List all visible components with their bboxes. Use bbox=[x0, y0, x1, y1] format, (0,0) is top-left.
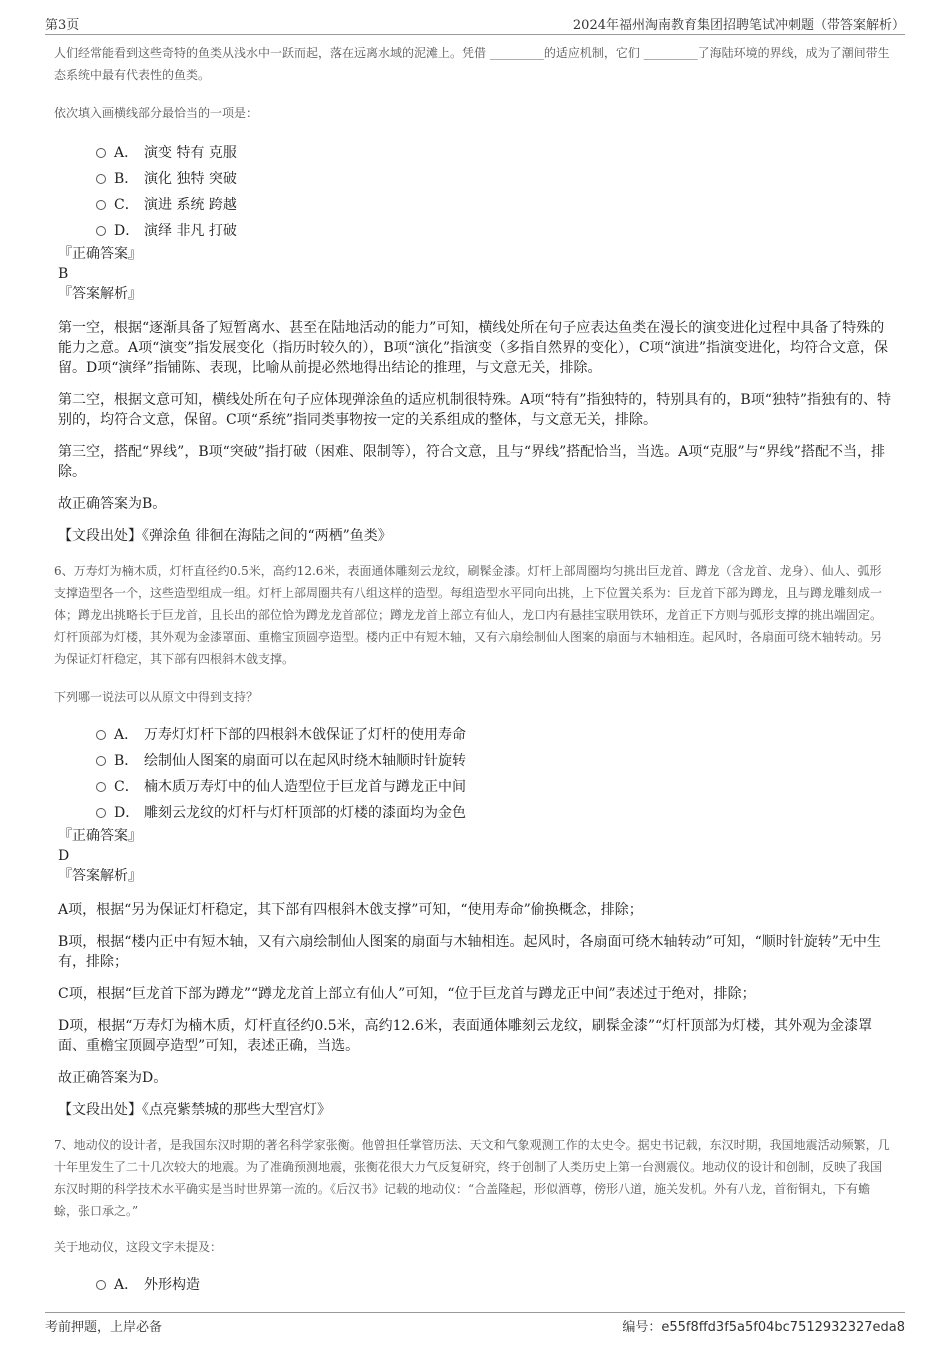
page-footer bbox=[45, 1312, 905, 1335]
question-6 bbox=[54, 560, 892, 1120]
radio-icon[interactable] bbox=[96, 148, 106, 158]
question-passage: 7、地动仪的设计者，是我国东汉时期的著名科学家张衡。他曾担任掌管历法、天文和气象观测工作的太史令。据史书记载，东汉时期，我国地震活动频繁，几十年里发生了二十几次较大的地震。为了准确预测地震，张衡花很大力气反复研究，终于创制了人类历史上第一台测震仪。地动仪的设计和创制，反映了我国东汉时期的科学技术水平确实是当时世界第一流的。《后汉书》记载的地动仪：“合盖隆起，形似酒尊，傍形八道，施关发机。外有八龙，首衔铜丸，下有蟾蜍，张口承之。” bbox=[54, 1138, 890, 1218]
option-list bbox=[96, 140, 892, 244]
option-c[interactable]: C． 演进 系统 跨越 bbox=[96, 192, 892, 218]
source-citation: 【文段出处】《弹涂鱼 徘徊在海陆之间的“两栖”鱼类》 bbox=[58, 528, 392, 544]
option-c[interactable]: C． 楠木质万寿灯中的仙人造型位于巨龙首与蹲龙正中间 bbox=[96, 774, 892, 800]
radio-icon[interactable] bbox=[96, 200, 106, 210]
source-citation: 【文段出处】《点亮紫禁城的那些大型宫灯》 bbox=[58, 1102, 331, 1118]
radio-icon[interactable] bbox=[96, 808, 106, 818]
page-number: 第3页 bbox=[45, 18, 80, 33]
option-a[interactable]: A． 演变 特有 克服 bbox=[96, 140, 892, 166]
footer-slogan: 考前押题，上岸必备 bbox=[45, 1320, 163, 1335]
analysis-paragraph: A项，根据“另为保证灯杆稳定，其下部有四根斜木戗支撑”可知，“使用寿命”偷换概念，排除； bbox=[58, 902, 643, 918]
analysis-paragraph: C项，根据“巨龙首下部为蹲龙”“蹲龙龙首上部立有仙人”可知，“位于巨龙首与蹲龙正中间”表述过于绝对，排除； bbox=[58, 986, 756, 1002]
radio-icon[interactable] bbox=[96, 174, 106, 184]
option-list bbox=[96, 1272, 892, 1298]
option-b[interactable]: B． 演化 独特 突破 bbox=[96, 166, 892, 192]
document-title: 2024年福州淘南教育集团招聘笔试冲刺题（带答案解析） bbox=[572, 18, 905, 33]
question-stem: 依次填入画横线部分最恰当的一项是： bbox=[54, 106, 259, 120]
radio-icon[interactable] bbox=[96, 1280, 106, 1290]
answer-value: B bbox=[58, 266, 69, 282]
main-content bbox=[54, 42, 892, 1298]
question-stem: 下列哪一说法可以从原文中得到支持？ bbox=[54, 690, 259, 704]
option-b[interactable]: B． 绘制仙人图案的扇面可以在起风时绕木轴顺时针旋转 bbox=[96, 748, 892, 774]
option-a[interactable]: A． 外形构造 bbox=[96, 1272, 892, 1298]
answer-label: 『正确答案』 bbox=[58, 246, 142, 262]
option-list bbox=[96, 722, 892, 826]
radio-icon[interactable] bbox=[96, 782, 106, 792]
analysis-paragraph: 第二空，根据文意可知，横线处所在句子应体现弹涂鱼的适应机制很特殊。A项“特有”指独特的，特别具有的，B项“独特”指独有的、特别的，均符合文意，保留。C项“系统”指同类事物按一定的关系组成的整体，与文意无关，排除。 bbox=[58, 392, 892, 428]
document-code bbox=[622, 1316, 905, 1335]
question-7 bbox=[54, 1134, 892, 1298]
analysis-paragraph: 第三空，搭配“界线”，B项“突破”指打破（困难、限制等），符合文意，且与“界线”搭配恰当，当选。A项“克服”与“界线”搭配不当，排除。 bbox=[58, 444, 885, 480]
radio-icon[interactable] bbox=[96, 226, 106, 236]
analysis-paragraph: D项，根据“万寿灯为楠木质，灯杆直径约0.5米，高约12.6米，表面通体雕刻云龙纹，刷髹金漆”“灯杆顶部为灯楼，其外观为金漆罩面、重檐宝顶圆亭造型”可知，表述正确，当选。 bbox=[58, 1018, 873, 1054]
question-passage: 人们经常能看到这些奇特的鱼类从浅水中一跃而起，落在远离水域的泥滩上。凭借 _________的适应机制，它们 _________了海陆环境的界线，成为了潮间带生态系统中最有代表性的鱼类。 bbox=[54, 46, 890, 82]
code-value: e55f8ffd3f5a5f04bc7512932327eda8 bbox=[661, 1320, 905, 1335]
question-stem: 关于地动仪，这段文字未提及： bbox=[54, 1240, 223, 1254]
analysis-paragraph: B项，根据“楼内正中有短木轴，又有六扇绘制仙人图案的扇面与木轴相连。起风时，各扇面可绕木轴转动”可知，“顺时针旋转”无中生有，排除； bbox=[58, 934, 881, 970]
analysis-conclusion: 故正确答案为D。 bbox=[58, 1070, 168, 1086]
answer-value: D bbox=[58, 848, 70, 864]
analysis-label: 『答案解析』 bbox=[58, 286, 142, 302]
question-5 bbox=[54, 42, 892, 546]
analysis-label: 『答案解析』 bbox=[58, 868, 142, 884]
option-a[interactable]: A． 万寿灯灯杆下部的四根斜木戗保证了灯杆的使用寿命 bbox=[96, 722, 892, 748]
question-passage: 6、万寿灯为楠木质，灯杆直径约0.5米，高约12.6米，表面通体雕刻云龙纹，刷髹金漆。灯杆上部周圈均匀挑出巨龙首、蹲龙（含龙首、龙身）、仙人、弧形支撑造型各一个，这些造型组成一组。灯杆上部周圈共有八组这样的造型。每组造型水平同向出挑，上下位置关系为：巨龙首下部为蹲龙，且与蹲龙雕刻成一体；蹲龙出挑略长于巨龙首，且长出的部位恰为蹲龙龙首部位；蹲龙龙首上部立有仙人，龙口内有悬挂宝联用铁环，龙首正下方则与弧形支撑的挑出端固定。灯杆顶部为灯楼，其外观为金漆罩面、重檐宝顶圆亭造型。楼内正中有短木轴，又有六扇绘制仙人图案的扇面与木轴相连。起风时，各扇面可绕木轴转动。另为保证灯杆稳定，其下部有四根斜木戗支撑。 bbox=[54, 564, 883, 666]
page-header bbox=[45, 12, 905, 35]
option-d[interactable]: D． 演绎 非凡 打破 bbox=[96, 218, 892, 244]
code-label: 编号： bbox=[622, 1320, 662, 1335]
radio-icon[interactable] bbox=[96, 756, 106, 766]
option-d[interactable]: D． 雕刻云龙纹的灯杆与灯杆顶部的灯楼的漆面均为金色 bbox=[96, 800, 892, 826]
analysis-conclusion: 故正确答案为B。 bbox=[58, 496, 167, 512]
answer-label: 『正确答案』 bbox=[58, 828, 142, 844]
analysis-paragraph: 第一空，根据“逐渐具备了短暂离水、甚至在陆地活动的能力”可知，横线处所在句子应表达鱼类在漫长的演变进化过程中具备了特殊的能力之意。A项“演变”指发展变化（指历时较久的），B项“演化”指演变（多指自然界的变化），C项“演进”指演变进化，均符合文意，保留。D项“演绎”指铺陈、表现，比喻从前提必然地得出结论的推理，与文意无关，排除。 bbox=[58, 320, 889, 376]
radio-icon[interactable] bbox=[96, 730, 106, 740]
